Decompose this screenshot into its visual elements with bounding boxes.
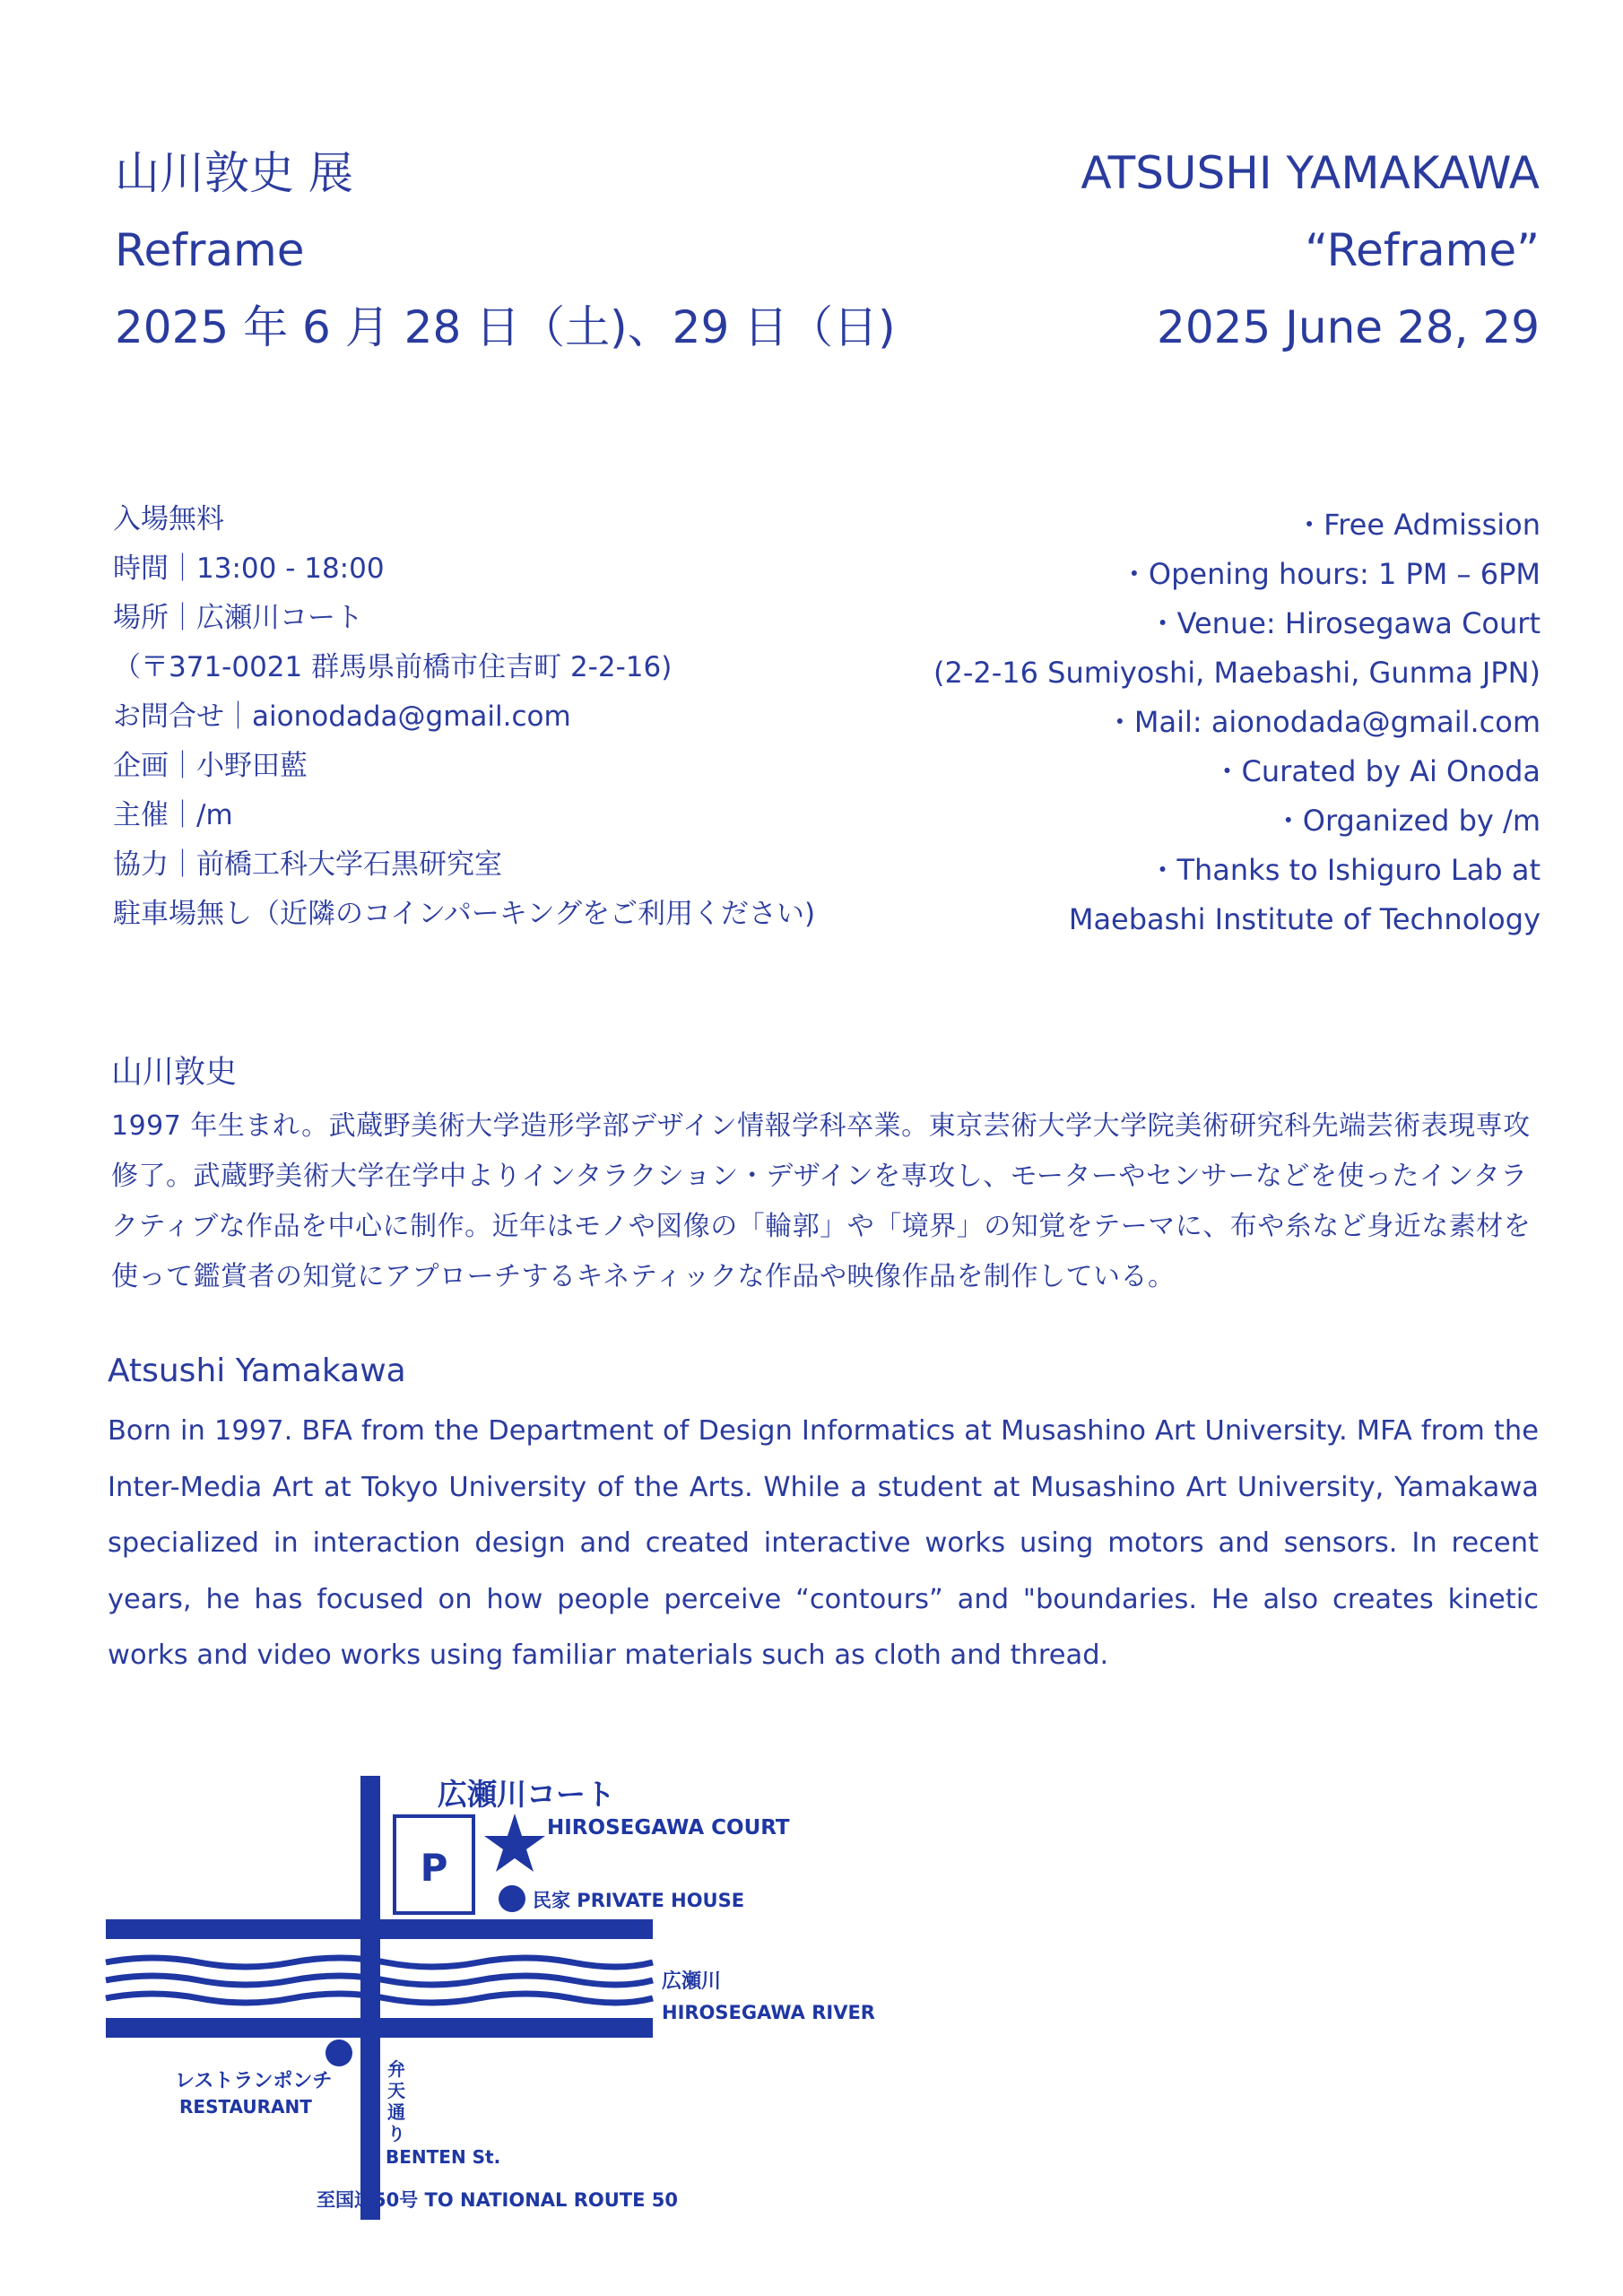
title-jp-artist: 山川敦史 展 — [115, 147, 353, 199]
info-en-admission: ・Free Admission — [1295, 508, 1541, 542]
river-label-en: HIROSEGAWA RIVER — [662, 2002, 875, 2023]
info-en-hours: ・Opening hours: 1 PM – 6PM — [1119, 557, 1541, 591]
bio-en-text: Born in 1997. BFA from the Department of Design Informatics at Musashino Art University. MFA from the Inter-Media Art at Tokyo University of the Arts. While a student at Musashino Art University, Yamakawa specialized in interaction design and created interactive works using motors and sensors. In recent years, he has focused on how people perceive “contours” and "boundaries. He also creates kinetic works and video works using familiar materials such as cloth and thread. — [108, 1415, 1539, 1671]
street-label-jp-3: 通 — [387, 2101, 405, 2123]
river-label-jp: 広瀬川 — [662, 1970, 722, 1993]
title-jp-date: 2025 年 6 月 28 日（土)、29 日（日) — [115, 301, 896, 353]
info-english — [933, 500, 1541, 944]
bio-en-name: Atsushi Yamakawa — [108, 1352, 406, 1389]
title-en-artist: ATSUSHI YAMAKAWA — [1081, 147, 1540, 199]
title-en-exhibition: “Reframe” — [1305, 224, 1540, 276]
restaurant-dot-icon — [325, 2039, 352, 2066]
title-en-date: 2025 June 28, 29 — [1157, 301, 1540, 353]
street-label-jp-2: 天 — [387, 2080, 405, 2101]
info-en-curator: ・Curated by Ai Onoda — [1212, 754, 1541, 788]
info-jp-organizer: 主催｜/m — [113, 799, 233, 831]
street-label-jp-4: り — [387, 2123, 405, 2144]
info-jp-contact: お問合せ｜aionodada@gmail.com — [113, 700, 571, 733]
private-house-dot-icon — [499, 1885, 525, 1912]
info-jp-venue: 場所｜広瀬川コート — [113, 602, 363, 634]
info-en-address: (2-2-16 Sumiyoshi, Maebashi, Gunma JPN) — [933, 656, 1541, 690]
bio-jp-name: 山川敦史 — [111, 1055, 238, 1091]
info-en-thanks: ・Thanks to Ishiguro Lab at — [1148, 853, 1541, 887]
info-japanese — [113, 495, 815, 939]
court-star-icon — [484, 1813, 545, 1872]
court-label-jp: 広瀬川コート — [438, 1777, 615, 1812]
info-jp-address: （〒371-0021 群馬県前橋市住吉町 2-2-16) — [113, 651, 673, 683]
info-en-venue: ・Venue: Hirosegawa Court — [1148, 606, 1541, 640]
bio-jp-text: 1997 年生まれ。武蔵野美術大学造形学部デザイン情報学科卒業。東京芸術大学大学院美術研究科先端芸術表現専攻修了。武蔵野美術大学在学中よりインタラクション・デザインを専攻し、モーターやセンサーなどを使ったインタラクティブな作品を中心に制作。近年はモノや図像の「輪郭」や「境界」の知覚をテーマに、布や糸など身近な素材を使って鑑賞者の知覚にアプローチするキネティックな作品や映像作品を制作している。 — [111, 1110, 1532, 1292]
title-japanese — [115, 135, 896, 366]
info-jp-parking: 駐車場無し（近隣のコインパーキングをご利用ください) — [113, 898, 816, 930]
title-english — [1081, 135, 1540, 366]
info-en-institute: Maebashi Institute of Technology — [1068, 902, 1541, 936]
info-en-organizer: ・Organized by /m — [1273, 804, 1541, 838]
info-jp-curator: 企画｜小野田藍 — [113, 750, 308, 782]
house-label: 民家 PRIVATE HOUSE — [533, 1890, 745, 1911]
parking-label: P — [420, 1846, 448, 1890]
access-map — [99, 1758, 906, 2260]
court-label-en: HIROSEGAWA COURT — [547, 1816, 790, 1839]
restaurant-label-en: RESTAURANT — [179, 2096, 312, 2118]
street-label-jp-1: 弁 — [387, 2058, 405, 2080]
restaurant-label-jp: レストランポンチ — [175, 2070, 333, 2092]
street-label-en: BENTEN St. — [386, 2146, 501, 2168]
info-en-mail: ・Mail: aionodada@gmail.com — [1105, 705, 1541, 739]
title-jp-exhibition: Reframe — [115, 224, 305, 276]
info-jp-admission: 入場無料 — [113, 503, 224, 535]
info-jp-hours: 時間｜13:00 - 18:00 — [113, 552, 385, 585]
info-jp-cooperation: 協力｜前橋工科大学石黒研究室 — [113, 848, 502, 881]
route-label: 至国道50号 TO NATIONAL ROUTE 50 — [317, 2189, 679, 2211]
